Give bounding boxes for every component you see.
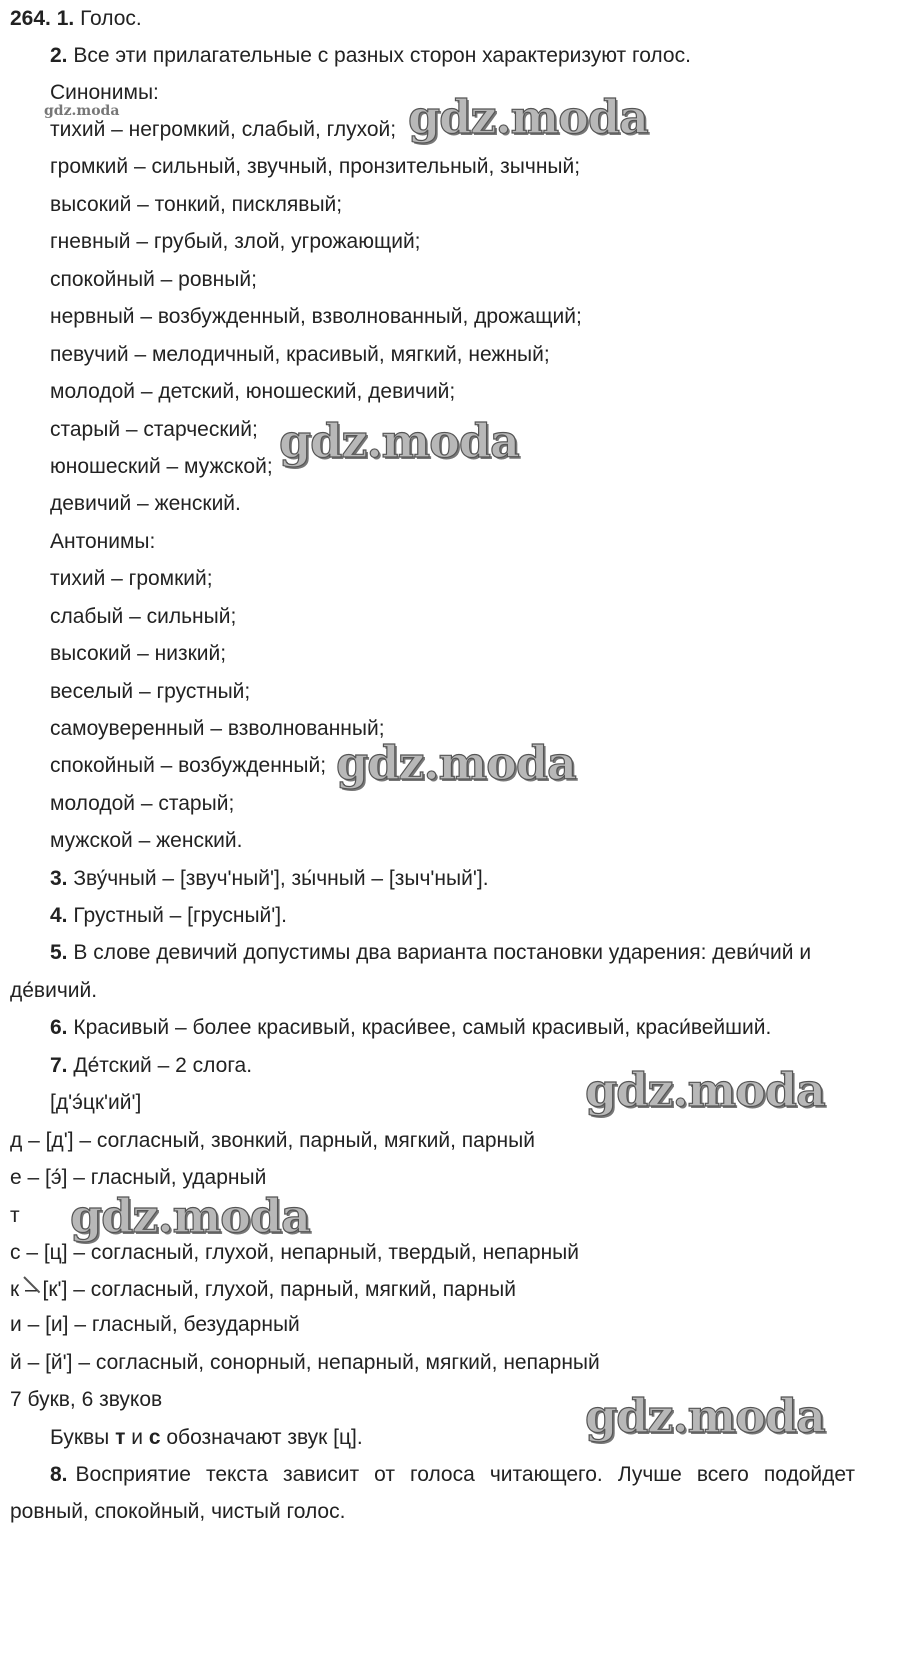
- point-1-number: 1.: [56, 7, 75, 30]
- letter-analysis-line: д – [д'] – согласный, звонкий, парный, мягкий, парный: [10, 1129, 535, 1152]
- watermark: gdz.moda: [408, 90, 648, 144]
- antonyms-title: Антонимы:: [50, 530, 156, 553]
- letter-analysis-line: к – [к'] – согласный, глухой, парный, мягкий, парный: [10, 1278, 516, 1301]
- point-3-number: 3.: [50, 867, 68, 890]
- antonym-line: спокойный – возбужденный;: [50, 754, 327, 777]
- antonym-line: слабый – сильный;: [50, 605, 237, 628]
- watermark-small: gdz.moda: [44, 103, 120, 119]
- point-6-number: 6.: [50, 1016, 68, 1039]
- watermark: gdz.moda: [585, 1063, 825, 1117]
- point-2: [50, 43, 691, 69]
- antonym-line: мужской – женский.: [50, 829, 243, 852]
- synonyms-title: Синонимы:: [50, 81, 159, 104]
- point-8: [50, 1462, 855, 1488]
- synonym-line: девичий – женский.: [50, 492, 241, 515]
- point-3-text: Зву́чный – [звуч'ный'], зы́чный – [зыч'ный'].: [73, 867, 489, 890]
- point-7: [50, 1053, 252, 1079]
- note-part: Буквы: [50, 1426, 110, 1449]
- watermark: gdz.moda: [70, 1189, 310, 1243]
- point-8-text: Восприятие текста зависит от голоса читающего. Лучше всего подойдет: [75, 1463, 855, 1486]
- point-6-text: Красивый – более красивый, краси́вее, самый красивый, краси́вейший.: [73, 1016, 772, 1039]
- synonym-line: высокий – тонкий, писклявый;: [50, 193, 343, 216]
- letter-sound-count: 7 букв, 6 звуков: [10, 1388, 163, 1411]
- point-7-text: Де́тский – 2 слога.: [73, 1054, 253, 1077]
- note-letter-s: с: [148, 1426, 161, 1449]
- synonym-line: певучий – мелодичный, красивый, мягкий, нежный;: [50, 343, 550, 366]
- synonym-line: старый – старческий;: [50, 418, 258, 441]
- point-5-number: 5.: [50, 941, 68, 964]
- point-5-text: В слове девичий допустимы два варианта постановки ударения: деви́чий и: [73, 941, 812, 964]
- letter-analysis-line: и – [и] – гласный, безударный: [10, 1313, 300, 1336]
- point-8-number: 8.: [50, 1463, 68, 1486]
- point-4: [50, 903, 287, 929]
- letter-analysis-line: е – [э́] – гласный, ударный: [10, 1166, 267, 1189]
- point-3: [50, 866, 489, 892]
- antonym-line: тихий – громкий;: [50, 567, 213, 590]
- point-2-number: 2.: [50, 44, 68, 67]
- point-4-text: Грустный – [грусный'].: [73, 904, 287, 927]
- synonym-line: нервный – возбужденный, взволнованный, дрожащий;: [50, 305, 582, 328]
- letter-analysis-line: т: [10, 1204, 20, 1227]
- synonym-line: молодой – детский, юношеский, девичий;: [50, 380, 456, 403]
- antonym-line: самоуверенный – взволнованный;: [50, 717, 385, 740]
- point-8-continuation: ровный, спокойный, чистый голос.: [10, 1500, 346, 1523]
- task-header: [10, 6, 142, 32]
- synonym-line: тихий – негромкий, слабый, глухой;: [50, 118, 397, 141]
- synonym-line: гневный – грубый, злой, угрожающий;: [50, 230, 421, 253]
- antonym-line: молодой – старый;: [50, 792, 235, 815]
- point-7-number: 7.: [50, 1054, 68, 1077]
- point-5: [50, 940, 900, 966]
- note-part: и: [131, 1426, 143, 1449]
- point-6: [50, 1015, 771, 1041]
- watermark: gdz.moda: [585, 1389, 825, 1443]
- transcription: [д'э́цк'ий']: [50, 1091, 142, 1114]
- point-4-number: 4.: [50, 904, 68, 927]
- letter-analysis-line: й – [й'] – согласный, сонорный, непарный, мягкий, непарный: [10, 1351, 600, 1374]
- watermark: gdz.moda: [336, 736, 576, 790]
- task-number: 264.: [10, 7, 51, 30]
- point-5-continuation: де́вичий.: [10, 979, 98, 1002]
- synonym-line: спокойный – ровный;: [50, 268, 257, 291]
- letter-analysis-line: с – [ц] – согласный, глухой, непарный, твердый, непарный: [10, 1241, 580, 1264]
- point-2-text: Все эти прилагательные с разных сторон характеризуют голос.: [73, 44, 691, 67]
- letters-note: [50, 1425, 363, 1451]
- antonym-line: высокий – низкий;: [50, 642, 227, 665]
- watermark: gdz.moda: [279, 414, 519, 468]
- note-letter-t: т: [115, 1426, 126, 1449]
- point-1-text: Голос.: [80, 7, 142, 30]
- synonym-line: громкий – сильный, звучный, пронзительный, зычный;: [50, 155, 581, 178]
- antonym-line: веселый – грустный;: [50, 680, 251, 703]
- note-part: обозначают звук [ц].: [166, 1426, 363, 1449]
- synonym-line: юношеский – мужской;: [50, 455, 273, 478]
